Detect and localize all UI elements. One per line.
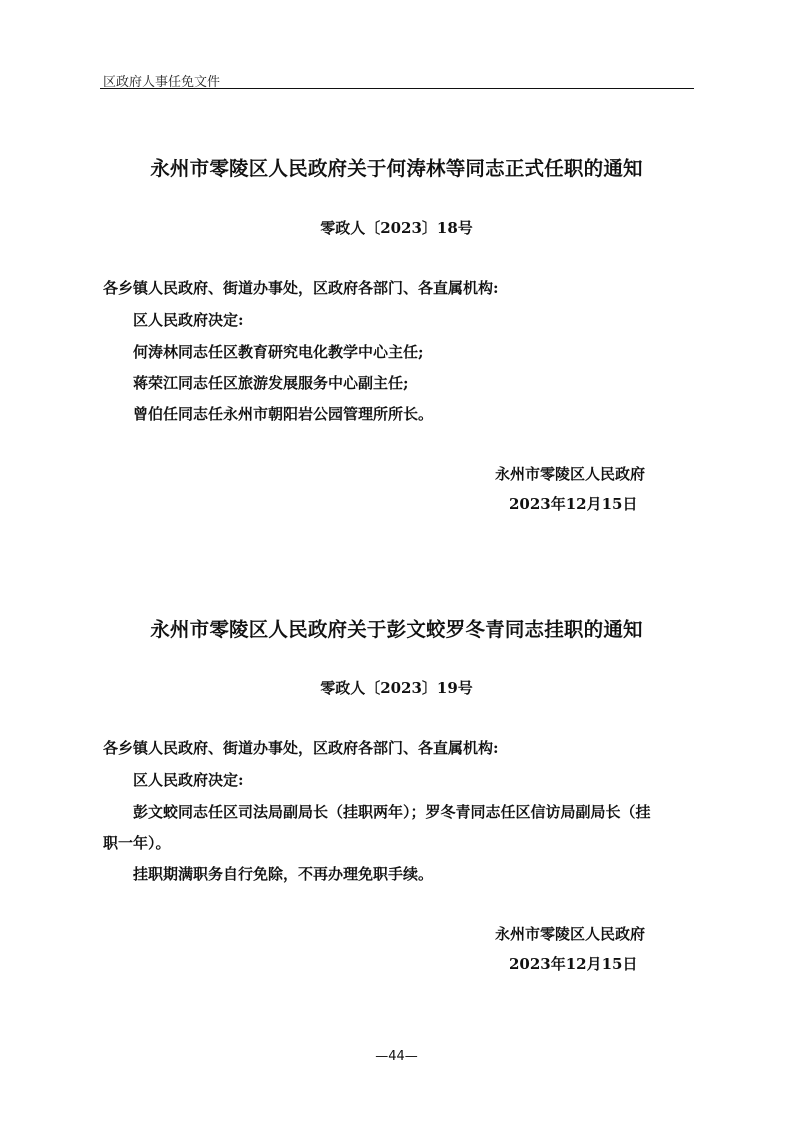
decision-intro: 区人民政府决定: xyxy=(133,311,244,329)
notice-title: 永州市零陵区人民政府关于彭文蛟罗冬青同志挂职的通知 xyxy=(150,618,643,641)
appointment-item-continued: 职一年）。 xyxy=(103,834,171,852)
salutation: 各乡镇人民政府、街道办事处，区政府各部门、各直属机构: xyxy=(103,739,499,757)
term-note: 挂职期满职务自行免除，不再办理免职手续。 xyxy=(133,865,434,883)
appointment-item: 蒋荣江同志任区旅游发展服务中心副主任; xyxy=(133,374,409,392)
issue-date: 2023年12月15日 xyxy=(509,495,638,513)
notice-title: 永州市零陵区人民政府关于何涛林等同志正式任职的通知 xyxy=(150,157,643,180)
issue-date: 2023年12月15日 xyxy=(509,955,638,973)
issuer-signature: 永州市零陵区人民政府 xyxy=(495,925,646,943)
decision-intro: 区人民政府决定: xyxy=(133,771,244,789)
appointment-item: 曾伯任同志任永州市朝阳岩公园管理所所长。 xyxy=(133,405,434,423)
salutation: 各乡镇人民政府、街道办事处，区政府各部门、各直属机构: xyxy=(103,279,499,297)
running-header-title: 区政府人事任免文件 xyxy=(103,75,221,90)
document-number: 零政人〔2023〕19号 xyxy=(320,679,473,697)
header-divider xyxy=(100,88,694,89)
page-number: —44— xyxy=(375,1049,418,1064)
document-number: 零政人〔2023〕18号 xyxy=(320,219,473,237)
issuer-signature: 永州市零陵区人民政府 xyxy=(495,465,646,483)
appointment-item: 彭文蛟同志任区司法局副局长（挂职两年）；罗冬青同志任区信访局副局长（挂 xyxy=(133,803,651,821)
appointment-item: 何涛林同志任区教育研究电化教学中心主任; xyxy=(133,343,424,361)
